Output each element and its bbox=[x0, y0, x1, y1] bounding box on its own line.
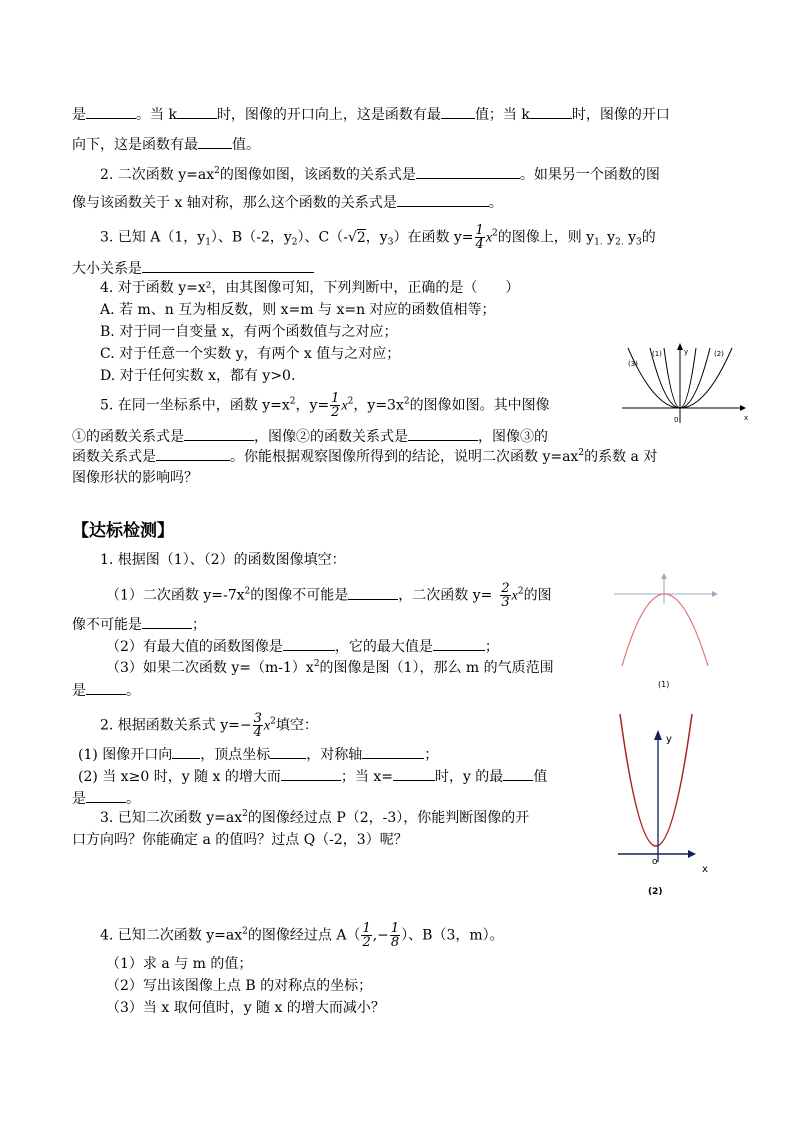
upward-parabola-figure bbox=[612, 712, 720, 902]
blank[interactable] bbox=[184, 426, 254, 441]
s2-q4-part3: （3）当 x 取何值时，y 随 x 的增大而减小？ bbox=[106, 1000, 385, 1016]
s2-q2-part1: (1) 图像开口向 ，顶点坐标 ，对称轴 ； bbox=[78, 744, 438, 765]
blank[interactable] bbox=[86, 104, 136, 119]
graph-label-3: (3) bbox=[628, 360, 638, 368]
blank[interactable] bbox=[433, 636, 485, 651]
q4-option-c: C. 对于任意一个实数 y，有两个 x 值与之对应； bbox=[100, 346, 401, 362]
blank[interactable] bbox=[281, 766, 341, 781]
blank[interactable] bbox=[441, 104, 475, 119]
blank[interactable] bbox=[86, 680, 126, 695]
x-axis-label: x bbox=[702, 864, 708, 875]
blank[interactable] bbox=[177, 104, 217, 119]
s2-q2-part2: (2) 当 x≥0 时，y 随 x 的增大而 ；当 x= 时，y 的最 值 bbox=[78, 766, 547, 787]
s2-q2-part2-cont: 是 。 bbox=[72, 788, 140, 809]
blank[interactable] bbox=[270, 744, 306, 759]
blank[interactable] bbox=[393, 766, 435, 781]
figure-1-label: (1) bbox=[658, 680, 670, 689]
blank[interactable] bbox=[362, 744, 424, 759]
q3-line1: 3. 已知 A（1，$y_1$）、B（-2，$y_2$）、C（-√2，$y_3$）在函数 y= $\frac{1}{4}$ $x^2$的图像上，则 $y_{1.}$ $y_{2.}$ $y_3$的 bbox=[100, 223, 656, 252]
q4-option-d: D. 对于任何实数 x，都有 y>0. bbox=[100, 368, 296, 384]
s2-q1-part1: （1）二次函数 $y=-7x^2$的图像不可能是 ，二次函数 y= $\frac{2}{3}$ $x^2$的图 bbox=[106, 581, 552, 610]
s2-q4-part1: （1）求 a 与 m 的值； bbox=[106, 956, 253, 972]
blank[interactable] bbox=[283, 636, 335, 651]
blank[interactable] bbox=[416, 164, 520, 179]
s2-q1-part3: （3）如果二次函数 $y=(m-1)x^2$的图像是图（1），那么 m 的气质范围 bbox=[106, 659, 554, 676]
blank[interactable] bbox=[408, 426, 478, 441]
fraction-one-quarter: $\frac{1}{4}$ bbox=[475, 223, 484, 252]
s2-q1-part3-cont: 是 。 bbox=[72, 680, 140, 701]
s2-q4: 4. 已知二次函数 $y=ax^2$的图像经过点 A（ $\frac{1}{2}$ ,− $\frac{1}{8}$ ）、B（3，m）。 bbox=[100, 921, 504, 950]
blank[interactable] bbox=[142, 258, 314, 273]
y-axis-label: y bbox=[666, 734, 672, 745]
origin-label: 0 bbox=[674, 416, 679, 424]
q5-line1: 5. 在同一坐标系中，函数 $y=x^2$，y= $\frac{1}{2}$ $x^2$，$y=3x^2$的图像如图。其中图像 bbox=[100, 391, 550, 420]
blank[interactable] bbox=[530, 104, 572, 119]
s2-q3-line1: 3. 已知二次函数 $y=ax^2$的图像经过点 P（2，-3），你能判断图像的开 bbox=[100, 809, 530, 826]
blank[interactable] bbox=[142, 614, 192, 629]
blank[interactable] bbox=[348, 585, 398, 600]
x-axis-label: x bbox=[744, 414, 749, 422]
q2-line1: 2. 二次函数 $y=ax^2$的图像如图，该函数的关系式是 。如果另一个函数的图 bbox=[100, 166, 660, 183]
s2-q1-part2: （2）有最大值的函数图像是 ，它的最大值是 ； bbox=[106, 636, 499, 657]
q3-line2: 大小关系是 bbox=[72, 258, 314, 279]
q5-line4: 图像形状的影响吗？ bbox=[72, 470, 198, 486]
blank[interactable] bbox=[156, 446, 230, 461]
blank[interactable] bbox=[503, 766, 533, 781]
fraction-two-thirds: $\frac{2}{3}$ bbox=[501, 581, 510, 610]
fraction-one-half: $\frac{1}{2}$ bbox=[331, 391, 340, 420]
s2-q3-line2: 口方向吗？你能确定 a 的值吗？过点 Q（-2，3）呢？ bbox=[72, 832, 408, 848]
graph-label-1: (1) bbox=[652, 350, 662, 358]
q2-line2: 像与该函数关于 x 轴对称，那么这个函数的关系式是 。 bbox=[72, 192, 503, 213]
q4-stem: 4. 对于函数 y=x²，由其图像可知，下列判断中，正确的是（ ） bbox=[100, 280, 520, 296]
fraction-three-quarters: $\frac{3}{4}$ bbox=[253, 711, 262, 740]
s2-q4-part2: （2）写出该图像上点 B 的对称点的坐标； bbox=[106, 978, 373, 994]
blank[interactable] bbox=[198, 134, 232, 149]
blank[interactable] bbox=[397, 192, 489, 207]
s2-q1: 1. 根据图（1）、（2）的函数图像填空： bbox=[100, 552, 346, 568]
s2-q2: 2. 根据函数关系式 y=− $\frac{3}{4}$ $x^2$填空： bbox=[100, 711, 318, 740]
q4-option-a: A. 若 m、n 互为相反数，则 x=m 与 x=n 对应的函数值相等； bbox=[100, 302, 496, 318]
fraction-point-a-y: $\frac{1}{8}$ bbox=[390, 921, 400, 950]
sqrt-two: √2 bbox=[347, 229, 366, 246]
line-1: 是 。当 k 时，图像的开口向上，这是函数有最 值；当 k 时，图像的开口 bbox=[72, 104, 670, 125]
downward-parabola-figure bbox=[612, 570, 724, 692]
fraction-point-a-x: $\frac{1}{2}$ bbox=[362, 921, 371, 950]
y-axis-label: y bbox=[684, 348, 689, 356]
section-heading: 【达标检测】 bbox=[72, 521, 174, 541]
three-parabolas-figure bbox=[616, 338, 754, 428]
line-2: 向下，这是函数有最 值。 bbox=[72, 134, 260, 155]
blank[interactable] bbox=[172, 744, 200, 759]
origin-label: o bbox=[652, 857, 658, 867]
graph-label-2: (2) bbox=[714, 350, 724, 358]
q5-line3: 函数关系式是 。你能根据观察图像所得到的结论，说明二次函数 $y=ax^2$的系数 a 对 bbox=[72, 448, 658, 465]
q5-line2: ①的函数关系式是 ，图像②的函数关系式是 ，图像③的 bbox=[72, 426, 548, 447]
blank[interactable] bbox=[86, 788, 126, 803]
s2-q1-part1-cont: 像不可能是 ； bbox=[72, 614, 206, 635]
figure-2-label: (2) bbox=[648, 887, 663, 897]
q4-option-b: B. 对于同一自变量 x，有两个函数值与之对应； bbox=[100, 324, 398, 340]
